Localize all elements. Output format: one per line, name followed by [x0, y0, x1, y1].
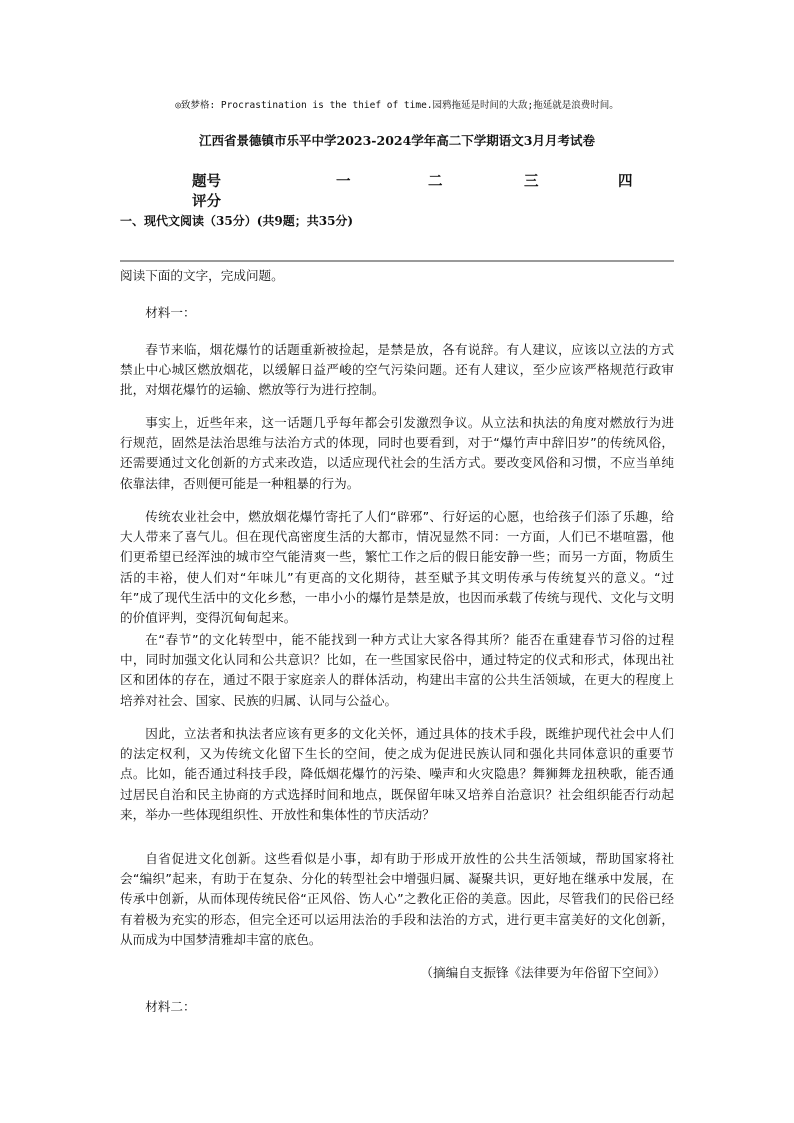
exam-title: 江西省景德镇市乐平中学2023-2024学年高二下学期语文3月月考试卷 — [199, 133, 595, 148]
paragraph: 自省促进文化创新。这些看似是小事，却有助于形成开放性的公共生活领域，帮助国家将社会“编织”起来，有助于在复杂、分化的转型社会中增强归属、凝聚共识，更好地在继承中发展，在传承中创新，从而体现传统民俗“正风俗、饬人心”之教化正俗的美意。因此，尽管我们的民俗已经有着极为充实的形态，但完全还可以运用法治的手段和法治的方式，进行更丰富美好的文化创新，从而成为中国梦清雅却丰富的底色。 — [120, 851, 674, 947]
paragraph: 事实上，近些年来，这一话题几乎每年都会引发激烈争议。从立法和执法的角度对燃放行为进行规范，固然是法治思维与法治方式的体现，同时也要看到，对于“爆竹声中辞旧岁”的传统风俗，还需要通过文化创新的方式来改造，以适应现代社会的生活方式。要改变风俗和习惯，不应当单纯依靠法律，否则便可能是一种粗暴的行为。 — [120, 415, 674, 491]
section-heading: 一、现代文阅读（35分）(共9题；共35分) — [120, 214, 354, 228]
score-grade-label: 评分 — [192, 193, 221, 210]
header-motto: ◎致梦格: Procrastination is the thief of time.园鸦拖延是时间的大敌;拖延就是浪费时间。 — [175, 100, 619, 111]
score-table — [192, 170, 642, 190]
score-row-label: 题号 — [192, 173, 221, 190]
material-label: 材料一： — [145, 305, 196, 320]
paragraph: 传统农业社会中，燃放烟花爆竹寄托了人们“辟邪”、行好运的心愿，也给孩子们添了乐趣，给大人带来了喜气儿。但在现代高密度生活的大都市，情况显然不同：一方面，人们已不堪喧嚣，他们更希望已经浑浊的城市空气能清爽一些，繁忙工作之后的假日能安静一些；而另一方面，物质生活的丰裕，使人们对“年味儿”有更高的文化期待，甚至赋予其文明传承与传统复兴的意义。“过年”成了现代生活中的文化乡愁，一串小小的爆竹是禁是放，也因而承载了传统与现代、文化与文明的价值评判，变得沉甸甸起来。 — [120, 509, 674, 626]
material-label: 材料二： — [145, 999, 196, 1014]
score-column-2: 二 — [428, 173, 443, 190]
paragraph: 春节来临，烟花爆竹的话题重新被捡起，是禁是放，各有说辞。有人建议，应该以立法的方式禁止中心城区燃放烟花，以缓解日益严峻的空气污染问题。还有人建议，至少应该严格规范行政审批，对烟花爆竹的运输、燃放等行为进行控制。 — [120, 342, 674, 398]
paragraph: 在“春节”的文化转型中，能不能找到一种方式让大家各得其所？能否在重建春节习俗的过程中，同时加强文化认同和公共意识？比如，在一些国家民俗中，通过特定的仪式和形式，体现出社区和团体的存在，通过不限于家庭亲人的群体活动，构建出丰富的公共生活领域，在更大的程度上培养对社会、国家、民族的归属、认同与公益心。 — [120, 632, 674, 708]
source-citation: （摘编自支振锋《法律要为年俗留下空间》） — [420, 965, 666, 980]
score-column-1: 一 — [336, 173, 351, 190]
paragraph: 因此，立法者和执法者应该有更多的文化关怀，通过具体的技术手段，既维护现代社会中人们的法定权利，又为传统文化留下生长的空间，使之成为促进民族认同和强化共同体意识的重要节点。比如，能否通过科技手段，降低烟花爆竹的污染、噪声和火灾隐患？舞狮舞龙扭秧歌，能否通过居民自治和民主协商的方式选择时间和地点，既保留年味又培养自治意识？社会组织能否行动起来，举办一些体现组织性、开放性和集体性的节庆活动？ — [120, 726, 674, 822]
section-divider — [120, 260, 674, 262]
instruction-text: 阅读下面的文字，完成问题。 — [120, 268, 284, 283]
score-column-4: 四 — [618, 173, 633, 190]
score-column-3: 三 — [524, 173, 539, 190]
